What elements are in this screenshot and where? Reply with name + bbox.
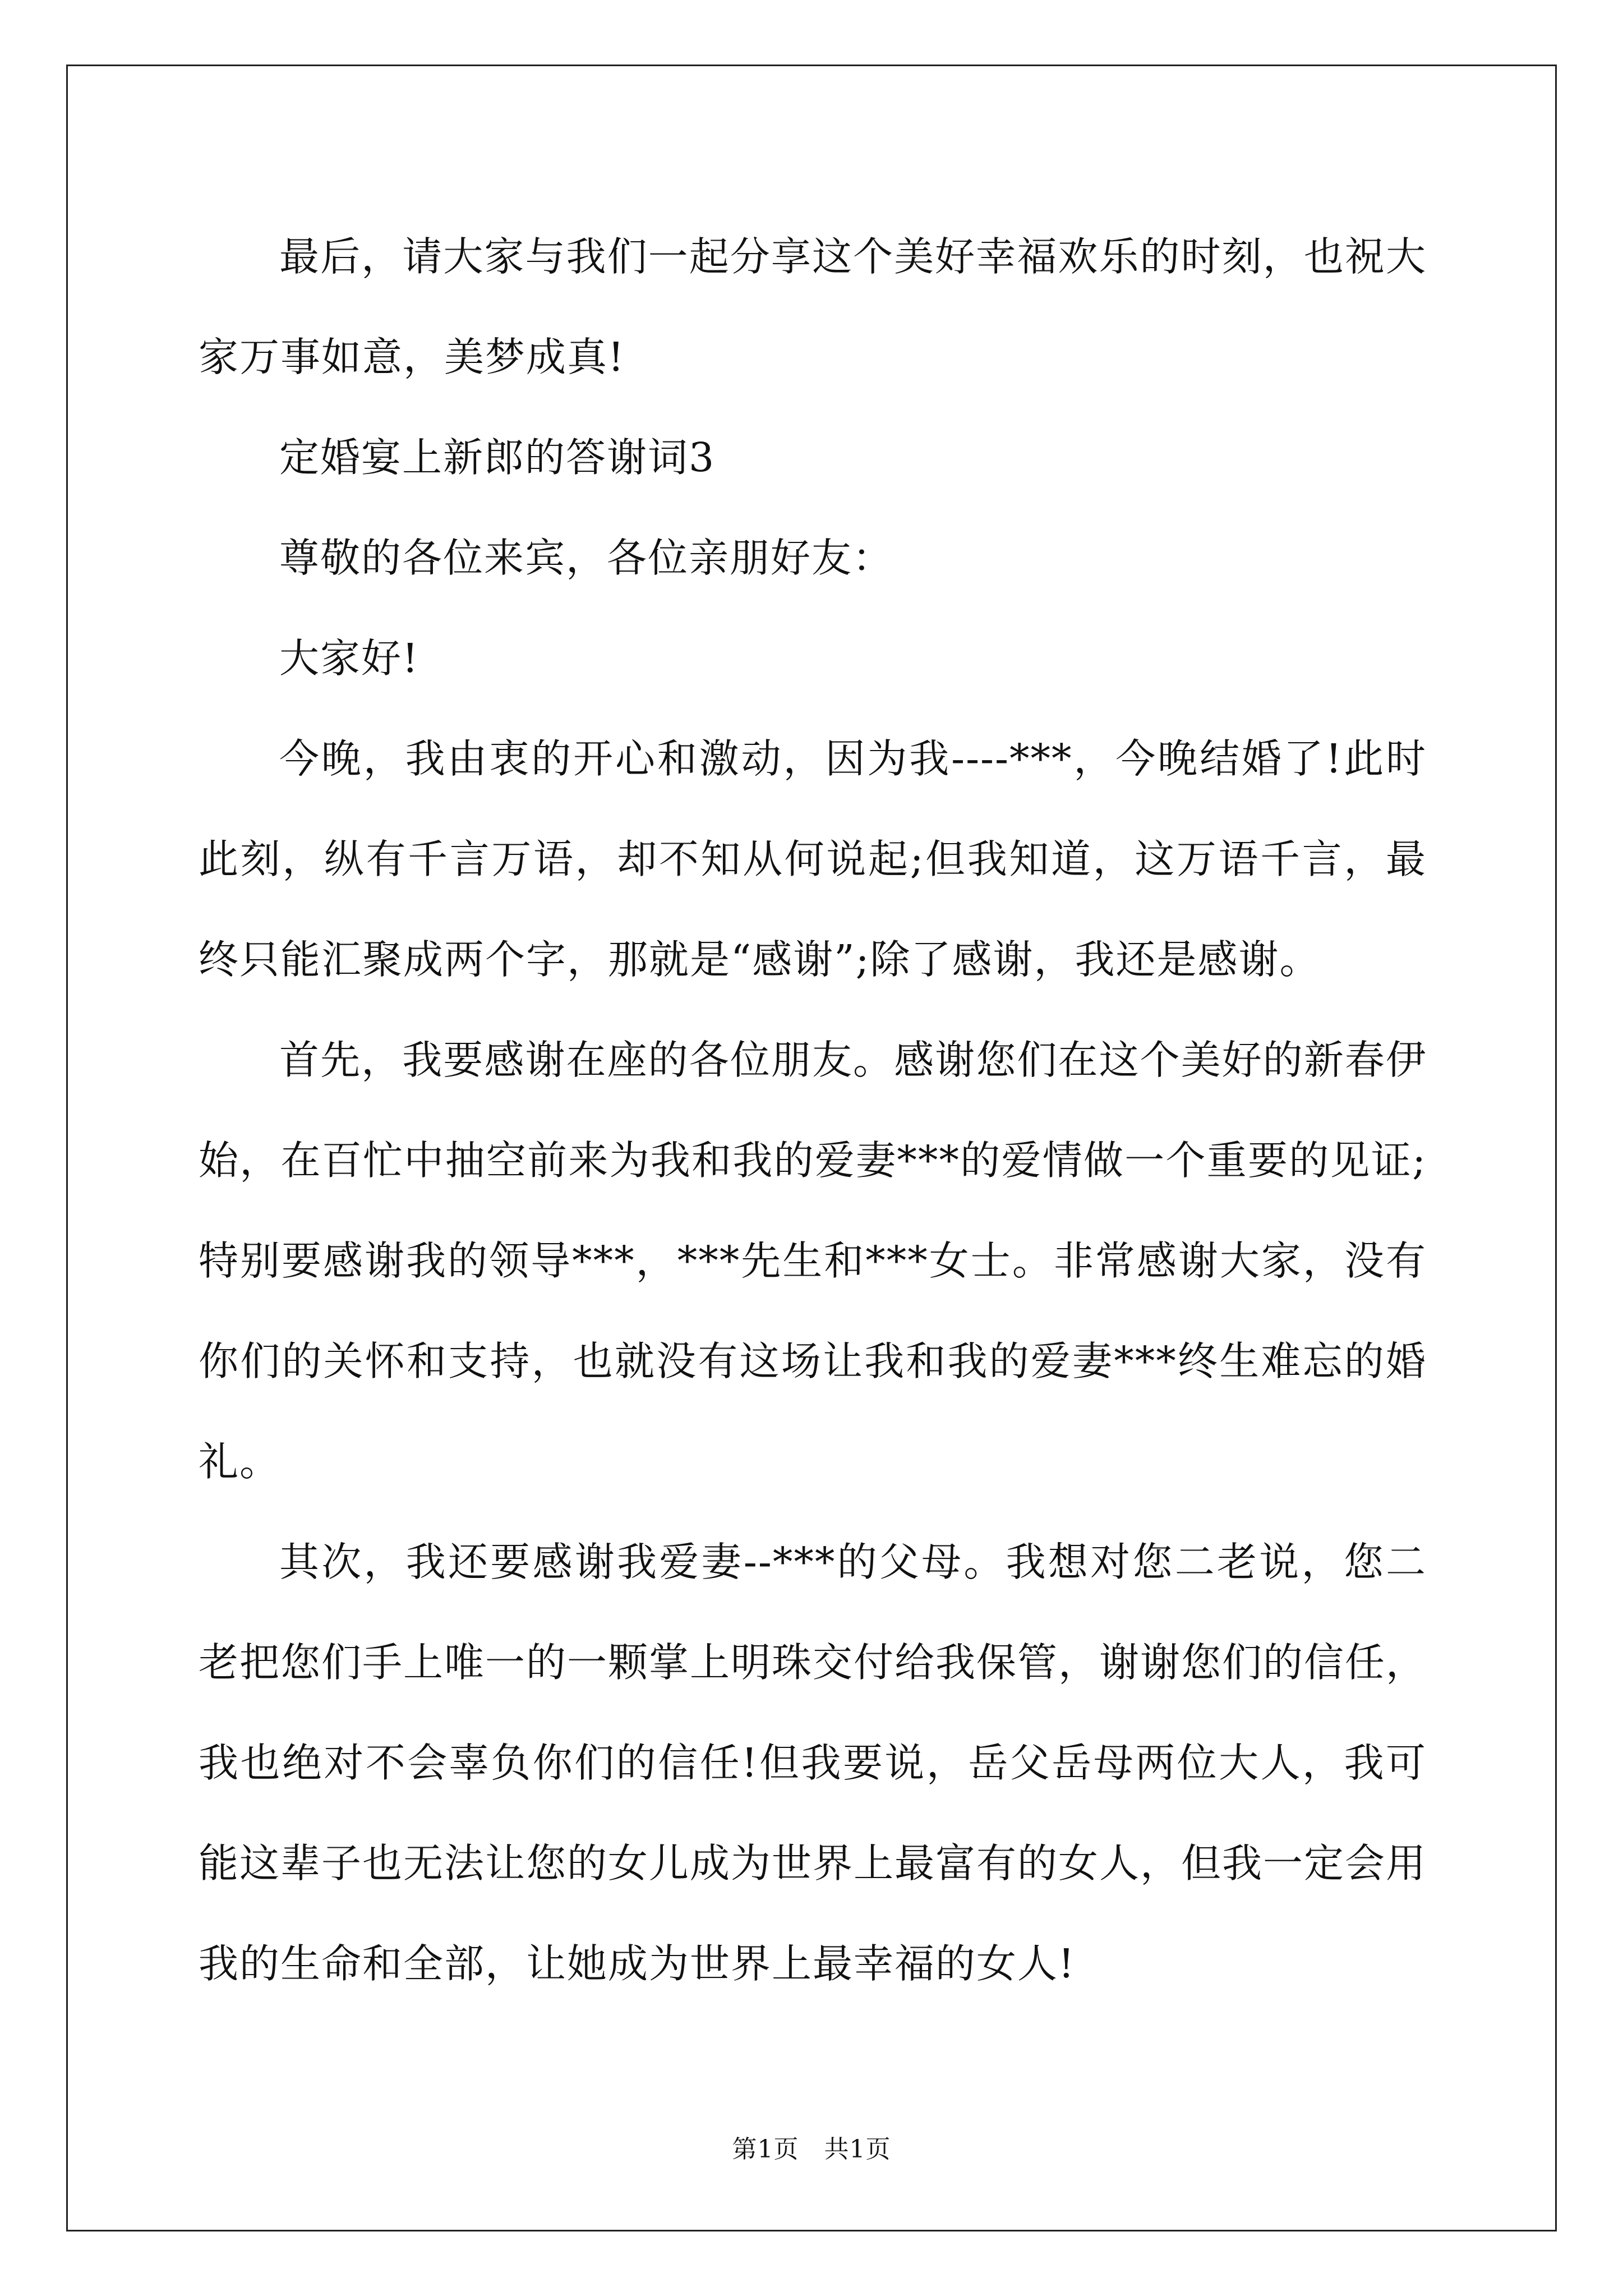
greeting: 大家好! bbox=[279, 635, 419, 682]
salutation: 尊敬的各位来宾，各位亲朋好友： bbox=[279, 535, 894, 581]
paragraph-thanks-parents: 其次，我还要感谢我爱妻--***的父母。我想对您二老说，您二老把您们手上唯一的一颗掌上明珠交付给我保管，谢谢您们的信任，我也绝对不会辜负你们的信任!但我要说，岳父岳母两位大人，我可能这辈子也无法让您的女儿成为世界上最富有的女人，但我一定会用我的生命和全部，让她成为世界上最幸福的女人! bbox=[199, 1539, 1427, 1987]
paragraph-closing-wishes: 最后，请大家与我们一起分享这个美好幸福欢乐的时刻，也祝大家万事如意，美梦成真! bbox=[199, 233, 1427, 380]
page-footer: 第1页 共1页 bbox=[732, 2135, 891, 2164]
document-body bbox=[199, 206, 1427, 2014]
section-heading: 定婚宴上新郎的答谢词3 bbox=[279, 434, 716, 481]
paragraph-thanks-friends: 首先，我要感谢在座的各位朋友。感谢您们在这个美好的新春伊始，在百忙中抽空前来为我和我的爱妻***的爱情做一个重要的见证;特别要感谢我的领导***，***先生和***女士。非常感谢大家，没有你们的关怀和支持，也就没有这场让我和我的爱妻***终生难忘的婚礼。 bbox=[199, 1037, 1427, 1485]
paragraph-opening: 今晚，我由衷的开心和激动，因为我----***，今晚结婚了!此时此刻，纵有千言万语，却不知从何说起;但我知道，这万语千言，最终只能汇聚成两个字，那就是“感谢”;除了感谢，我还是感谢。 bbox=[199, 735, 1427, 983]
